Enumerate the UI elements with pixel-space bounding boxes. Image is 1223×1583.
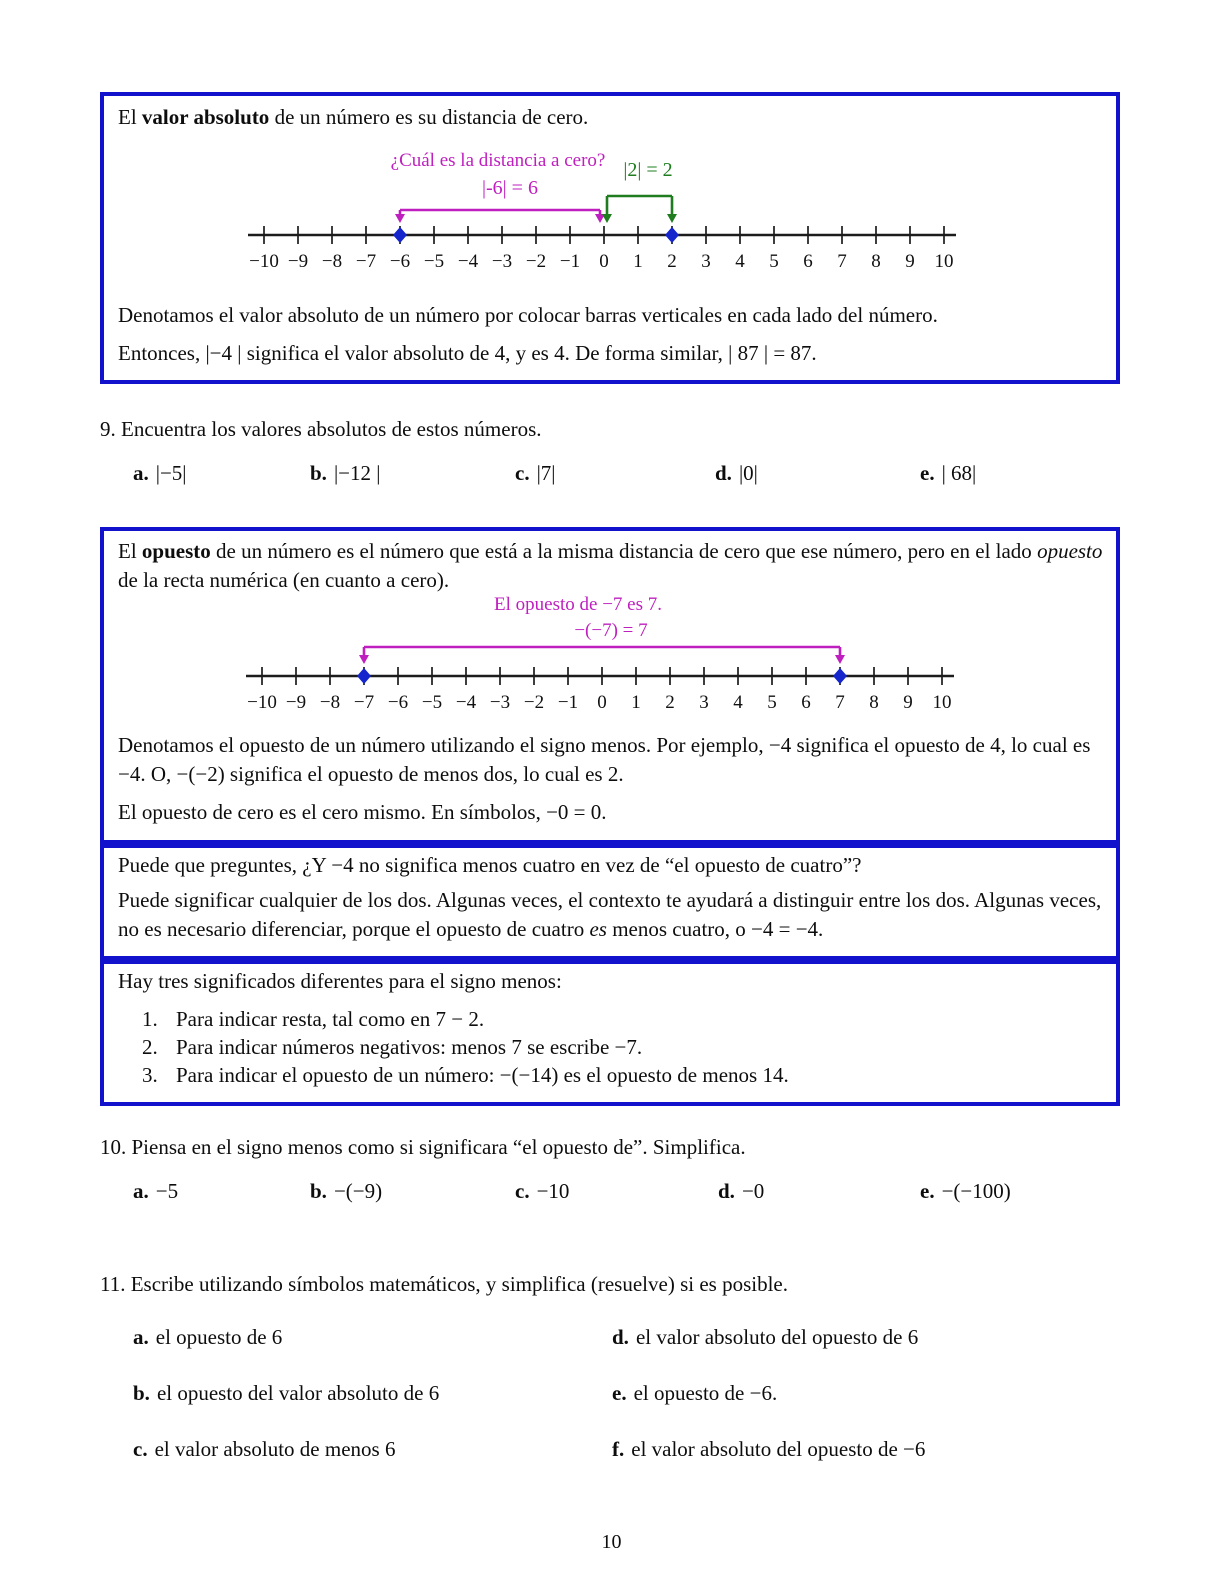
q11-item-e: e. el opuesto de −6.	[612, 1381, 778, 1405]
three-meanings-intro: Hay tres significados diferentes para el signo menos:	[118, 969, 562, 993]
meaning-item-1: 1. Para indicar resta, tal como en 7 − 2.	[142, 1007, 485, 1031]
meaning-item-3: 3. Para indicar el opuesto de un número: −(−14) es el opuesto de menos 14.	[142, 1063, 789, 1087]
tick-label: 7	[835, 692, 845, 713]
tick-label: 5	[767, 692, 777, 713]
tick-label: −2	[525, 251, 547, 272]
definition-term: valor absoluto	[141, 105, 270, 129]
tick-label: −8	[321, 251, 343, 272]
meaning-item-2: 2. Para indicar números negativos: menos 7 se escribe −7.	[142, 1035, 643, 1059]
tick-label: −5	[423, 251, 445, 272]
question-9-items	[100, 458, 1160, 496]
q11-item-a: a. el opuesto de 6	[133, 1325, 283, 1349]
tick-label: −6	[387, 692, 409, 713]
tick-label: 9	[903, 692, 913, 713]
tick-label: −6	[389, 251, 411, 272]
tick-label: 6	[801, 692, 811, 713]
opposite-zero-text: El opuesto de cero es el cero mismo. En símbolos, −0 = 0.	[118, 800, 607, 824]
number-line-dot	[665, 227, 679, 243]
tick-label: 10	[932, 692, 952, 713]
q10-item-b: b. −(−9)	[310, 1179, 383, 1203]
number-line-annotation: −(−7) = 7	[574, 620, 648, 641]
down-arrow-icon	[667, 214, 677, 223]
absolute-value-example-text: Entonces, |−4 | significa el valor absoluto de 4, y es 4. De forma similar, | 87 | = 87.	[118, 341, 817, 365]
tick-label: −3	[489, 692, 511, 713]
tick-label: 10	[934, 251, 954, 272]
page-number: 10	[601, 1531, 622, 1553]
q11-item-c: c. el valor absoluto de menos 6	[133, 1437, 396, 1461]
opposite-notation-text: Denotamos el opuesto de un número utilizando el signo menos. Por ejemplo, −4 significa el opuesto de 4, lo cual es −4. O, −(−2) significa el opuesto de menos dos, lo cual es 2.	[118, 733, 1091, 786]
q11-row-3	[100, 1434, 1160, 1474]
tick-label: 8	[869, 692, 879, 713]
three-meanings-box	[100, 960, 1120, 1106]
tick-label: 2	[665, 692, 675, 713]
tick-label: −1	[557, 692, 579, 713]
definition-text: El	[118, 105, 142, 129]
number-line-dot	[393, 227, 407, 243]
number-line-annotation: |-6| = 6	[482, 177, 538, 199]
down-arrow-icon	[835, 655, 845, 664]
q10-item-a: a. −5	[133, 1179, 179, 1203]
number-line-dot	[833, 668, 847, 684]
question-11-heading: 11. Escribe utilizando símbolos matemáticos, y simplifica (resuelve) si es posible.	[100, 1272, 788, 1296]
q11-row-1	[100, 1322, 1160, 1362]
down-arrow-icon	[602, 214, 612, 223]
tick-label: 5	[769, 251, 779, 272]
q10-item-c: c. −10	[515, 1179, 570, 1203]
question-10-heading: 10. Piensa en el signo menos como si significara “el opuesto de”. Simplifica.	[100, 1135, 746, 1159]
tick-label: −4	[457, 251, 479, 272]
q9-item-c: c. |7|	[515, 461, 556, 485]
opposite-definition: El opuesto de un número es el número que está a la misma distancia de cero que ese número, pero en el lado opuesto de la recta numérica (en cuanto a cero).	[118, 539, 1103, 592]
tick-label: 3	[699, 692, 709, 713]
tick-label: −2	[523, 692, 545, 713]
tick-label: −10	[249, 251, 279, 272]
minus-question-box	[100, 844, 1120, 960]
tick-label: 3	[701, 251, 711, 272]
q9-item-a: a. |−5|	[133, 461, 187, 485]
number-line-dot	[357, 668, 371, 684]
opposite-box	[100, 527, 1120, 844]
number-line-annotation: ¿Cuál es la distancia a cero?	[390, 150, 606, 171]
tick-label: 8	[871, 251, 881, 272]
tick-label: 6	[803, 251, 813, 272]
q11-item-d: d. el valor absoluto del opuesto de 6	[612, 1325, 919, 1349]
number-line-opposite	[234, 592, 954, 717]
q10-item-d: d. −0	[718, 1179, 765, 1203]
down-arrow-icon	[395, 214, 405, 223]
q9-item-e: e. | 68|	[920, 461, 977, 485]
definition-text: de un número es su distancia de cero.	[269, 105, 589, 129]
tick-label: −5	[421, 692, 443, 713]
number-line-annotation: El opuesto de −7 es 7.	[494, 594, 662, 615]
question-10-items	[100, 1176, 1160, 1214]
question-9-heading: 9. Encuentra los valores absolutos de estos números.	[100, 417, 542, 441]
tick-label: 7	[837, 251, 847, 272]
tick-label: 0	[597, 692, 607, 713]
q11-row-2	[100, 1378, 1160, 1418]
tick-label: 1	[631, 692, 641, 713]
tick-label: 2	[667, 251, 677, 272]
tick-label: −1	[559, 251, 581, 272]
q9-item-d: d. |0|	[715, 461, 758, 485]
q9-item-b: b. |−12 |	[310, 461, 381, 485]
absolute-value-box	[100, 92, 1120, 384]
absolute-value-definition	[118, 102, 1104, 132]
tick-label: 0	[599, 251, 609, 272]
tick-label: 1	[633, 251, 643, 272]
tick-label: −4	[455, 692, 477, 713]
down-arrow-icon	[359, 655, 369, 664]
number-line-absolute-value	[236, 140, 956, 280]
q11-item-f: f. el valor absoluto del opuesto de −6	[612, 1437, 926, 1461]
tick-label: −7	[355, 251, 377, 272]
tick-label: −3	[491, 251, 513, 272]
tick-label: −9	[287, 251, 309, 272]
minus-answer-text: Puede significar cualquier de los dos. Algunas veces, el contexto te ayudará a distinguir entre los dos. Algunas veces, no es necesario diferenciar, porque el opuesto de cuatro es menos cuatro, o −4 = −4.	[118, 888, 1102, 941]
minus-question-text: Puede que preguntes, ¿Y −4 no significa menos cuatro en vez de “el opuesto de cuatro”?	[118, 853, 862, 877]
definition-term: opuesto	[141, 539, 211, 563]
tick-label: −8	[319, 692, 341, 713]
absolute-value-notation-text: Denotamos el valor absoluto de un número por colocar barras verticales en cada lado del número.	[118, 303, 938, 327]
tick-label: 4	[735, 251, 745, 272]
tick-label: −7	[353, 692, 375, 713]
tick-label: −9	[285, 692, 307, 713]
tick-label: 4	[733, 692, 743, 713]
q11-item-b: b. el opuesto del valor absoluto de 6	[133, 1381, 440, 1405]
tick-label: 9	[905, 251, 915, 272]
number-line-annotation: |2| = 2	[623, 159, 673, 181]
q10-item-e: e. −(−100)	[920, 1179, 1011, 1203]
tick-label: −10	[247, 692, 277, 713]
